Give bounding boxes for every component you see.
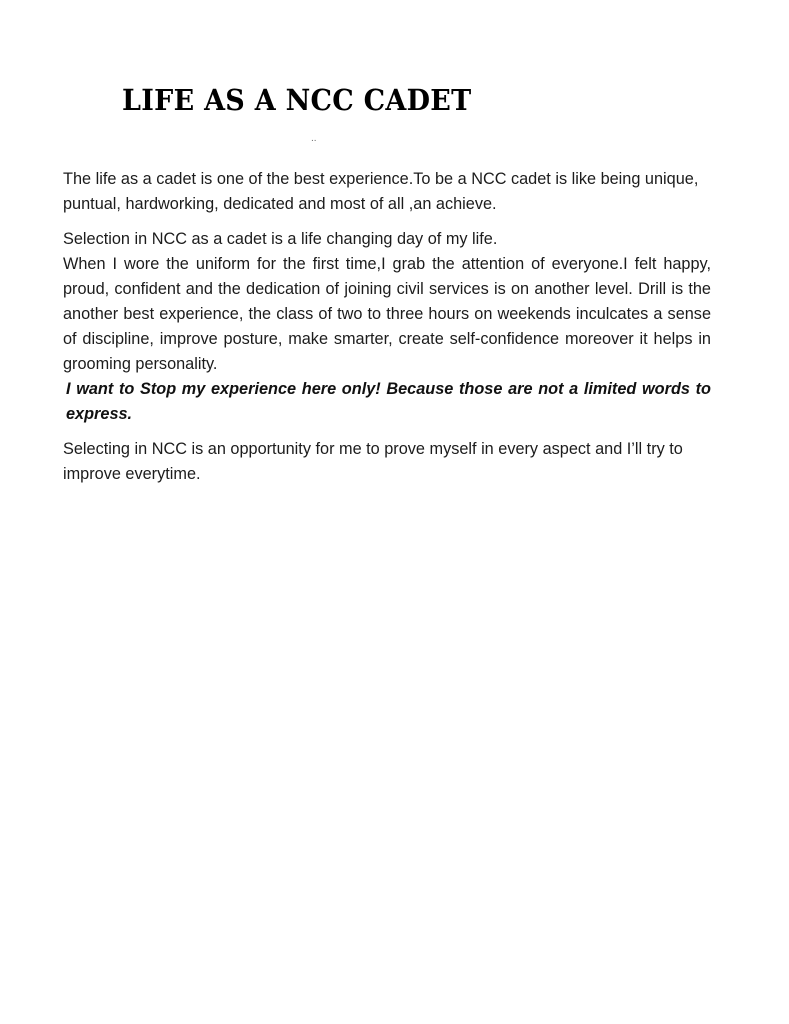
paragraph-uniform-experience — [63, 252, 711, 427]
document-body — [63, 167, 711, 497]
paragraph-intro: The life as a cadet is one of the best experience.To be a NCC cadet is like being unique, puntual, hardworking, dedicated and most of all ,an achieve. — [63, 170, 699, 213]
emphasis-statement: I want to Stop my experience here only! Because those are not a limited words to express. — [66, 380, 711, 423]
paragraph-opportunity: Selecting in NCC is an opportunity for me to prove myself in every aspect and I’ll try to improve everytime. — [63, 440, 683, 483]
paragraph-selection-line: Selection in NCC as a cadet is a life changing day of my life. — [63, 230, 498, 248]
stray-mark: .. — [311, 133, 317, 144]
paragraph-uniform-text: When I wore the uniform for the first time,I grab the attention of everyone.I felt happy, proud, confident and the dedication of joining civil services is on another level. Drill is the another best experience, the class of two to three hours on weekends inculcates a sense of discipline, improve posture, make smarter, create self-confidence moreover it helps in grooming personality. — [63, 255, 711, 373]
paragraph-selection — [63, 227, 711, 252]
page-title: LIFE AS A NCC CADET — [122, 83, 472, 117]
